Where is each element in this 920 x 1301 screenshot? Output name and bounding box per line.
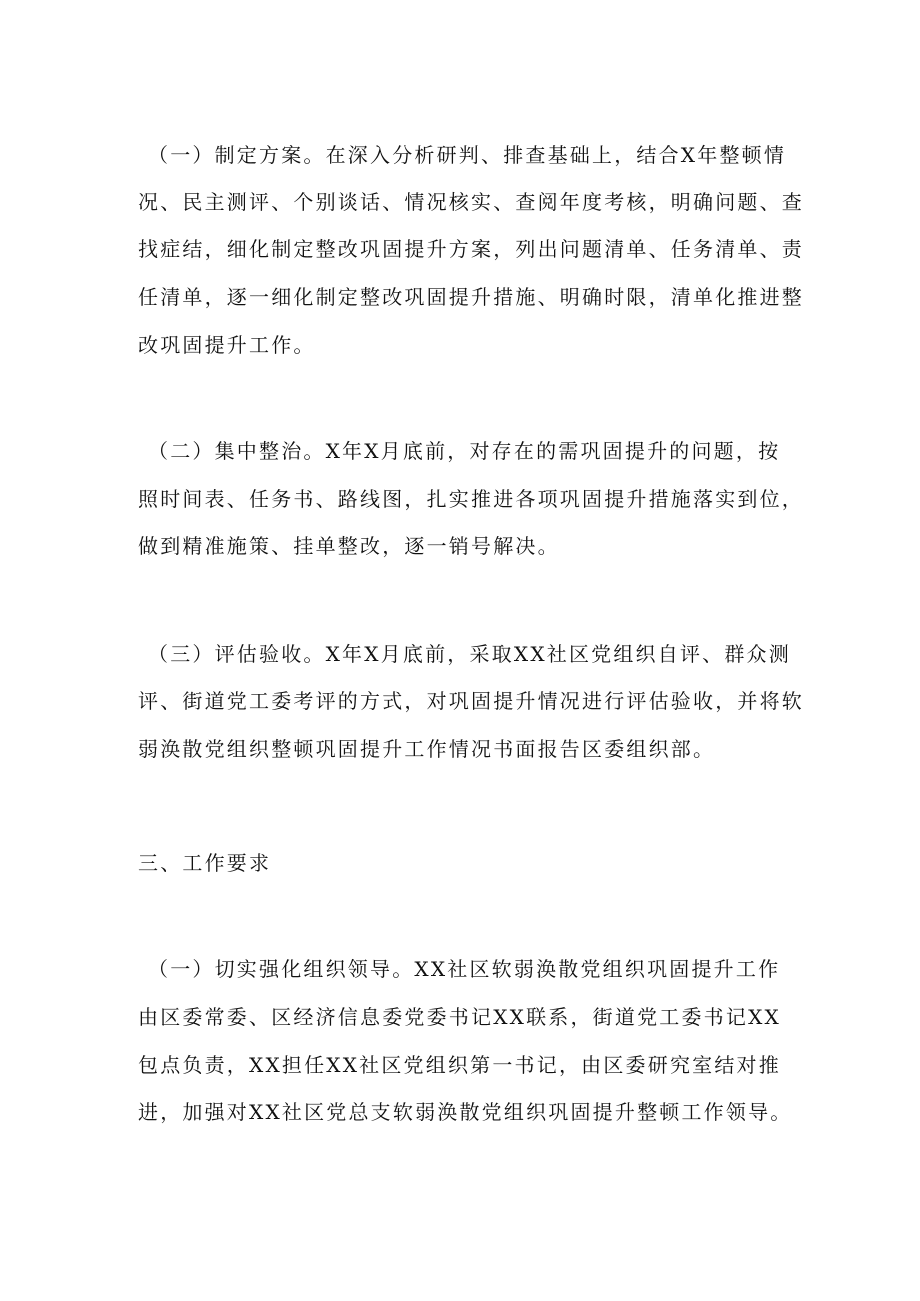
paragraph-line: 做到精准施策、挂单整改，逐一销号解决。 <box>138 534 560 558</box>
paragraph-line: 由区委常委、区经济信息委党委书记XX联系，街道党工委书记XX <box>138 1005 781 1029</box>
paragraph-line: 找症结，细化制定整改巩固提升方案，列出问题清单、任务清单、责 <box>138 237 804 261</box>
paragraph-line: 进，加强对XX社区党总支软弱涣散党组织巩固提升整顿工作领导。 <box>138 1100 793 1124</box>
paragraph-line: （一）制定方案。在深入分析研判、排查基础上，结合X年整顿情 <box>148 143 787 167</box>
paragraph-line: 评、街道党工委考评的方式，对巩固提升情况进行评估验收，并将软 <box>138 689 804 713</box>
paragraph-line: 弱涣散党组织整顿巩固提升工作情况书面报告区委组织部。 <box>138 737 716 761</box>
paragraph-line: （二）集中整治。X年X月底前，对存在的需巩固提升的问题，按 <box>148 439 781 463</box>
paragraph-line: 任清单，逐一细化制定整改巩固提升措施、明确时限，清单化推进整 <box>138 285 804 309</box>
paragraph-line: 照时间表、任务书、路线图，扎实推进各项巩固提升措施落实到位， <box>138 487 804 511</box>
paragraph-line: 况、民主测评、个别谈话、情况核实、查阅年度考核，明确问题、查 <box>138 190 804 214</box>
paragraph-line: （三）评估验收。X年X月底前，采取XX社区党组织自评、群众测 <box>148 642 791 666</box>
paragraph-line: 包点负责，XX担任XX社区党组织第一书记，由区委研究室结对推 <box>138 1053 781 1077</box>
paragraph-line: 改巩固提升工作。 <box>138 333 316 357</box>
section-heading: 三、工作要求 <box>138 851 272 875</box>
paragraph-line: （一）切实强化组织领导。XX社区软弱涣散党组织巩固提升工作 <box>148 957 781 981</box>
